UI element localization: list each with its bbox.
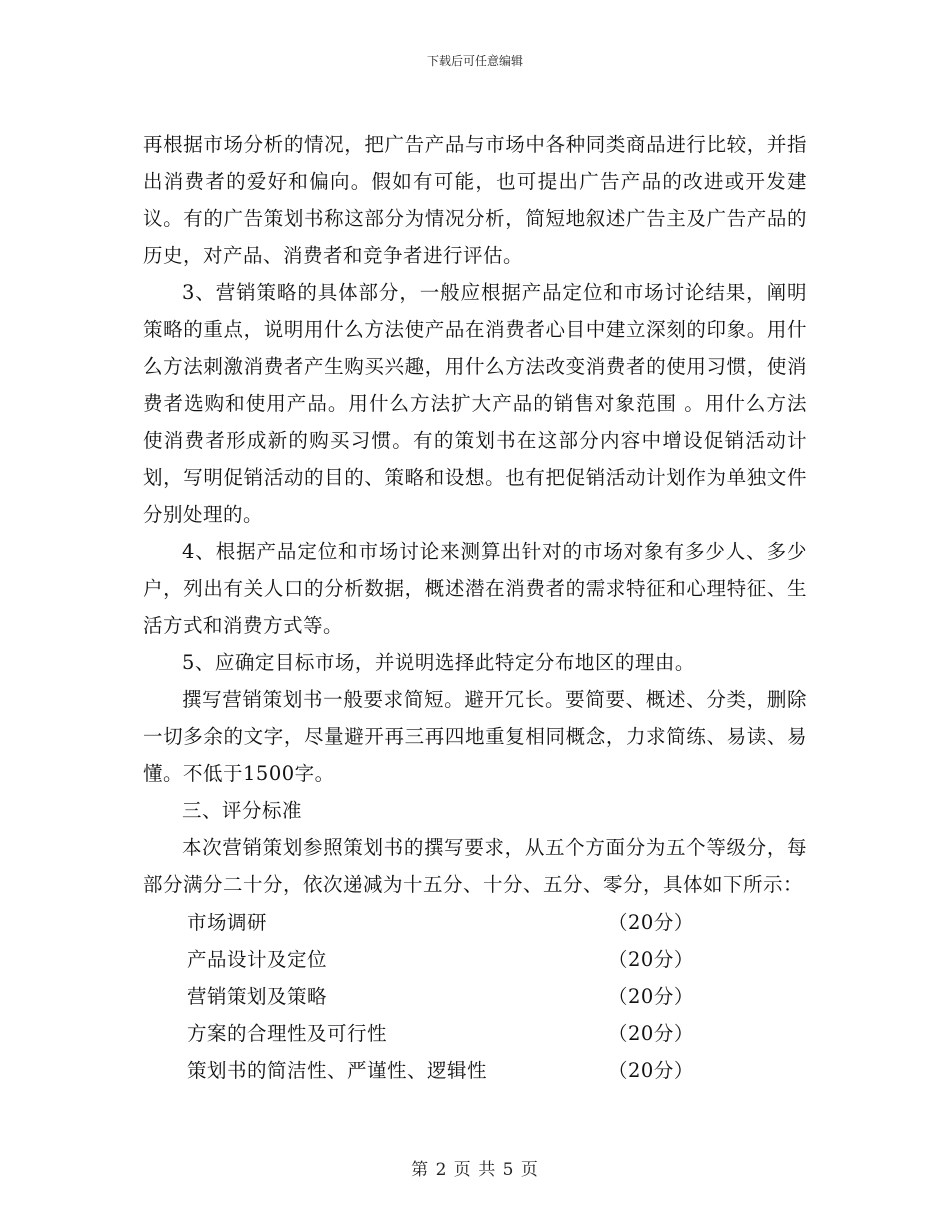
- scoring-item: 营销策划及策略: [187, 985, 328, 1008]
- document-body: [143, 126, 807, 1089]
- page-number-footer: 第 2 页 共 5 页: [411, 1160, 539, 1180]
- scoring-row: [143, 1052, 807, 1089]
- scoring-row: [143, 978, 807, 1015]
- scoring-row: [143, 1015, 807, 1052]
- scoring-item: 方案的合理性及可行性: [187, 1022, 388, 1045]
- scoring-value: （20分）: [608, 1059, 694, 1082]
- scoring-value: （20分）: [608, 985, 694, 1008]
- paragraph-marketing-strategy: 3、营销策略的具体部分，一般应根据产品定位和市场讨论结果，阐明策略的重点，说明用什么方法使产品在消费者心目中建立深刻的印象。用什么方法刺激消费者产生购买兴趣，用什么方法改变消费者的使用习惯，使消费者选购和使用产品。用什么方法扩大产品的销售对象范围 。用什么方法使消费者形成新的购买习惯。有的策划书在这部分内容中增设促销活动计划，写明促销活动的目的、策略和设想。也有把促销活动计划作为单独文件分别处理的。: [143, 281, 807, 526]
- scoring-row: [143, 904, 807, 941]
- scoring-list: [143, 904, 807, 1089]
- scoring-value: （20分）: [608, 948, 694, 971]
- paragraph-target-estimate: 4、根据产品定位和市场讨论来测算出针对的市场对象有多少人、多少户，列出有关人口的分析数据，概述潜在消费者的需求特征和心理特征、生活方式和消费方式等。: [143, 540, 807, 637]
- scoring-value: （20分）: [608, 911, 694, 934]
- scoring-item: 策划书的简洁性、严谨性、逻辑性: [187, 1059, 488, 1082]
- section-heading-scoring: 三、评分标准: [182, 799, 303, 822]
- paragraph-scoring-intro: 本次营销策划参照策划书的撰写要求，从五个方面分为五个等级分，每部分满分二十分，依次递减为十五分、十分、五分、零分，具体如下所示：: [143, 836, 807, 896]
- paragraph-writing-requirements: 撰写营销策划书一般要求简短。避开冗长。要简要、概述、分类，删除一切多余的文字，尽量避开再三再四地重复相同概念，力求简练、易读、易懂。不低于1500字。: [143, 688, 807, 785]
- scoring-row: [143, 941, 807, 978]
- scoring-item: 产品设计及定位: [187, 948, 328, 971]
- page-header: 下载后可任意编辑: [426, 54, 523, 68]
- paragraph-market-analysis: 再根据市场分析的情况，把广告产品与市场中各种同类商品进行比较，并指出消费者的爱好和偏向。假如有可能，也可提出广告产品的改进或开发建议。有的广告策划书称这部分为情况分析，简短地叙述广告主及广告产品的历史，对产品、消费者和竞争者进行评估。: [143, 133, 807, 267]
- scoring-item: 市场调研: [187, 911, 268, 934]
- scoring-value: （20分）: [608, 1022, 694, 1045]
- paragraph-target-market: 5、应确定目标市场，并说明选择此特定分布地区的理由。: [182, 651, 695, 674]
